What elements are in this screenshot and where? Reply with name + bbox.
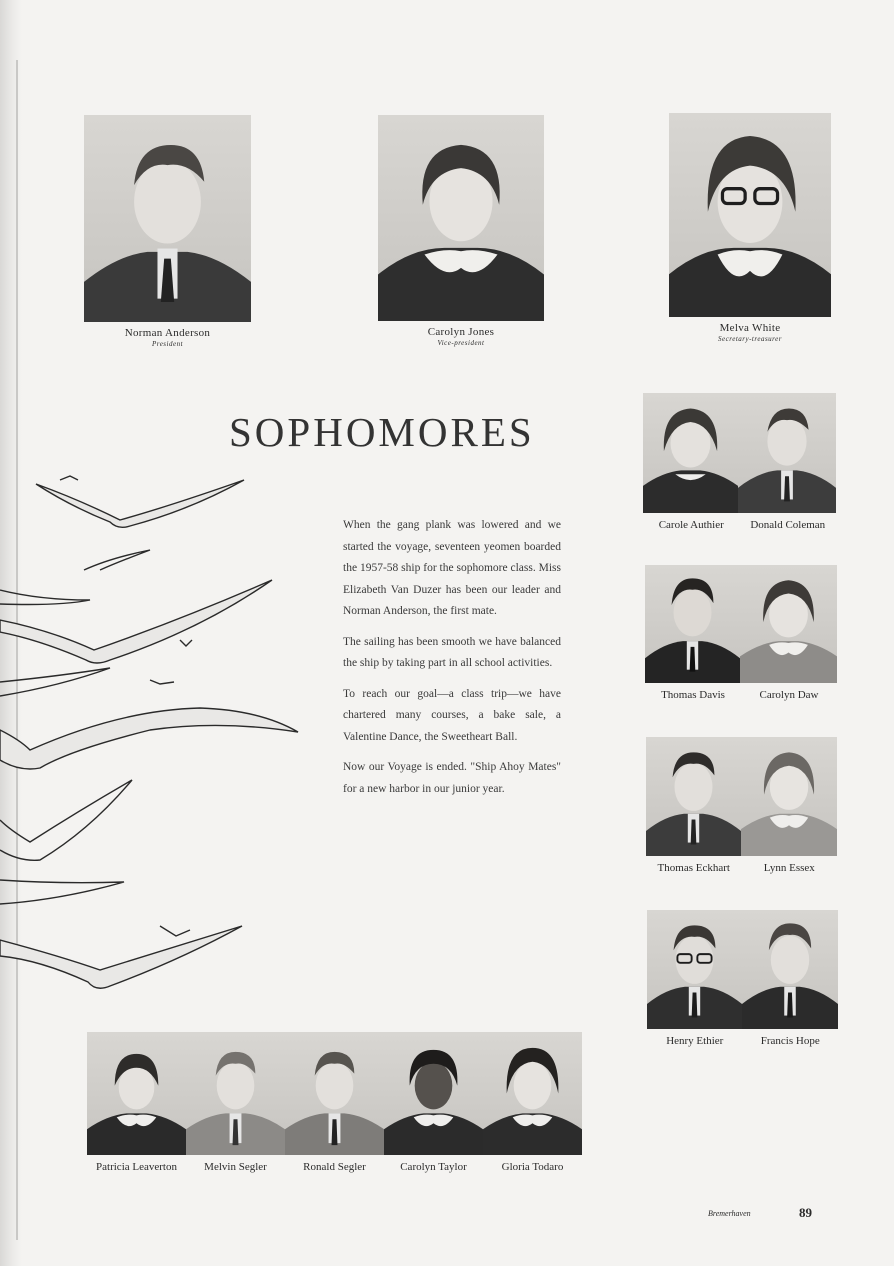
student-pair — [643, 393, 836, 531]
student-name: Melvin Segler — [204, 1161, 267, 1173]
portrait-photo — [647, 910, 742, 1029]
class-history-text — [343, 515, 561, 809]
paragraph: To reach our goal—a class trip—we have chartered many courses, a bake sale, a Valentine Dance, the Sweetheart Ball. — [343, 687, 561, 743]
student-name: Donald Coleman — [750, 519, 826, 531]
officer-name: Melva White — [719, 322, 781, 334]
student-name: Henry Ethier — [666, 1035, 724, 1047]
portrait-photo — [742, 910, 838, 1029]
student-name: Patricia Leaverton — [96, 1161, 177, 1173]
portrait-photo — [741, 737, 837, 856]
student-name: Carole Authier — [658, 519, 724, 531]
portrait-photo — [483, 1032, 582, 1155]
portrait-photo — [643, 393, 738, 513]
paragraph: When the gang plank was lowered and we started the voyage, seventeen yeomen boarded the 1957-58 ship for the sophomore class. Miss Elizabeth Van Duzer has been our leader and Norman Anderson, the first mate. — [343, 519, 561, 617]
portrait-photo — [186, 1032, 285, 1155]
page-number: 89 — [799, 1205, 812, 1220]
portrait-photo — [646, 737, 741, 856]
student-name: Carolyn Daw — [759, 689, 819, 701]
student-name: Ronald Segler — [303, 1161, 366, 1173]
portrait-photo — [87, 1032, 186, 1155]
publication-name: Bremerhaven — [708, 1209, 751, 1218]
seagull-illustration — [0, 470, 310, 1010]
student-name: Lynn Essex — [763, 862, 815, 874]
officer-president — [84, 115, 251, 348]
portrait-photo — [285, 1032, 384, 1155]
student-name: Francis Hope — [760, 1035, 820, 1047]
portrait-photo — [669, 113, 831, 317]
student-name: Gloria Todaro — [501, 1161, 564, 1173]
student-pair — [646, 737, 837, 874]
student-name: Thomas Davis — [661, 689, 725, 701]
page-title: SOPHOMORES — [229, 409, 535, 455]
officer-role: Secretary-treasurer — [718, 335, 782, 343]
paragraph: The sailing has been smooth we have balanced the ship by taking part in all school activities. — [343, 635, 561, 669]
portrait-photo — [384, 1032, 483, 1155]
officer-role: President — [151, 340, 184, 348]
student-name: Carolyn Taylor — [400, 1161, 467, 1173]
officer-role: Vice-president — [437, 339, 485, 347]
portrait-photo — [378, 115, 544, 321]
portrait-photo — [738, 393, 836, 513]
officer-vice-president — [378, 115, 544, 347]
student-row — [87, 1032, 582, 1173]
portrait-photo — [645, 565, 740, 683]
student-pair — [645, 565, 837, 701]
officer-name: Carolyn Jones — [427, 326, 495, 338]
officer-secretary-treasurer — [669, 113, 831, 343]
paragraph: Now our Voyage is ended. "Ship Ahoy Mates" for a new harbor in our junior year. — [343, 761, 561, 795]
student-name: Thomas Eckhart — [657, 862, 730, 874]
portrait-photo — [84, 115, 251, 322]
student-pair — [647, 910, 838, 1047]
officer-name: Norman Anderson — [124, 327, 211, 339]
portrait-photo — [740, 565, 837, 683]
